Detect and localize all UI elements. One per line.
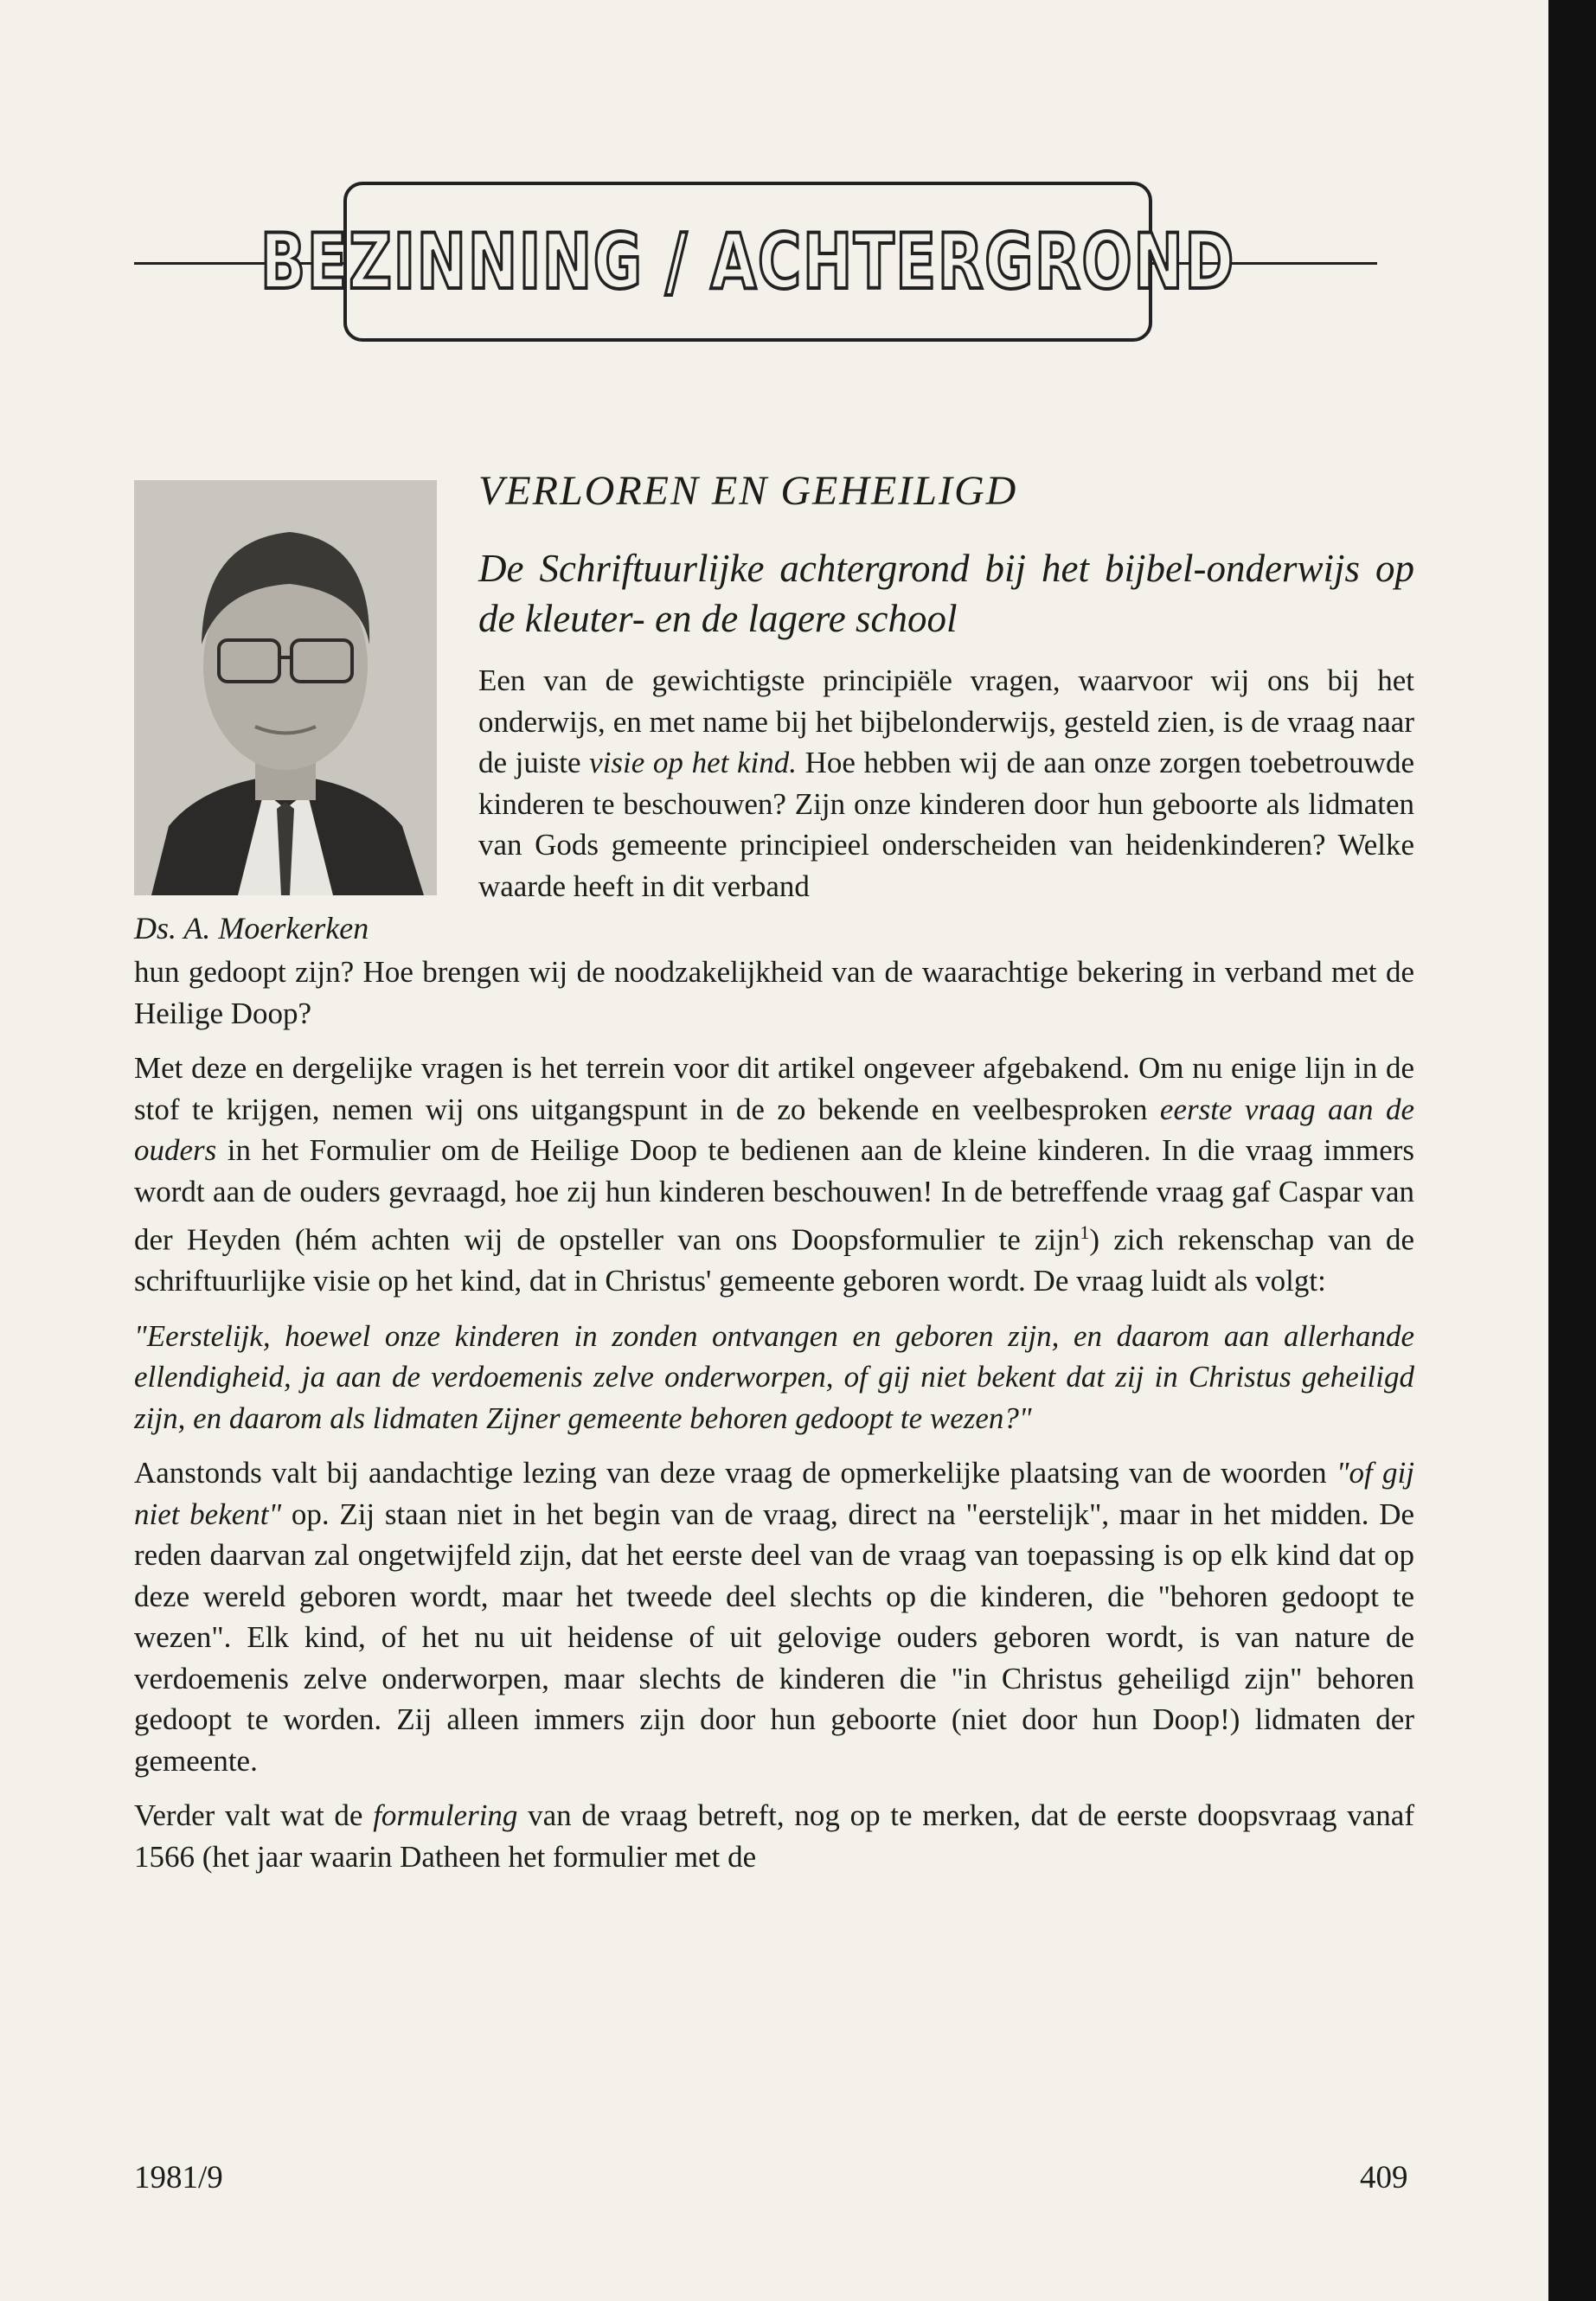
footnote-ref: 1	[1080, 1221, 1090, 1243]
quote-paragraph: "Eerstelijk, hoewel onze kinderen in zonden ontvangen en geboren zijn, en daarom aan allerhande ellendigheid, ja aan de verdoemenis zelve onderworpen, of gij niet bekent dat zij in Christus geheiligd zijn, en daarom als lidmaten Zijner gemeente behoren gedoopt te wezen?"	[134, 1318, 1414, 1435]
paragraph-4	[134, 1795, 1414, 1877]
author-caption: Ds. A. Moerkerken	[134, 911, 369, 945]
p1-emphasis: visie op het kind.	[589, 746, 797, 779]
p1-continuation: hun gedoopt zijn? Hoe brengen wij de noodzakelijkheid van de waarachtige bekering in verband met de Heilige Doop?	[134, 955, 1414, 1030]
article-subtitle: De Schriftuurlijke achtergrond bij het bijbel-onderwijs op de kleuter- en de lagere school	[478, 547, 1414, 640]
p2-text-c: ) zich rekenschap van de schriftuurlijke visie op het kind, dat in Christus' gemeente geboren wordt. De vraag luidt als volgt:	[134, 1222, 1414, 1298]
p4-text-a: Verder valt wat de	[134, 1798, 374, 1833]
section-label: BEZINNING / ACHTERGROND	[260, 217, 1235, 306]
p3-text-a: Aanstonds valt bij aandachtige lezing van deze vraag de opmerkelijke plaatsing van de woorden	[134, 1456, 1336, 1490]
page-number: 409	[1360, 2160, 1408, 2195]
p2-emphasis: eerste vraag aan de ouders	[134, 1092, 1415, 1167]
intro-paragraph-wrapped	[478, 660, 1414, 907]
p3-emphasis: "of gij niet bekent"	[134, 1456, 1414, 1531]
author-portrait	[134, 480, 437, 895]
p1-text-a: Een van de gewichtigste principiële vragen, waarvoor wij ons bij het onderwijs, en met name bij het bijbelonderwijs, gesteld zien, is de vraag naar de juiste	[478, 663, 1414, 779]
p4-emphasis: formulering	[373, 1798, 518, 1833]
paragraph-3	[134, 1452, 1414, 1781]
p2-text-a: Met deze en dergelijke vragen is het terrein voor dit artikel ongeveer afgebakend. Om nu enige lijn in de stof te krijgen, nemen wij ons uitgangspunt in de zo bekende en veelbesproken	[134, 1051, 1414, 1126]
article-body	[134, 952, 1414, 1877]
paragraph-2	[134, 1048, 1414, 1302]
article-title: VERLOREN EN GEHEILIGD	[478, 468, 1018, 514]
scan-edge	[1548, 0, 1596, 2301]
p2-text-b: in het Formulier om de Heilige Doop te bedienen aan de kleine kinderen. In die vraag immers wordt aan de ouders gevraagd, hoe zij hun kinderen beschouwen! In de betreffende vraag gaf Caspar van der Heyden (hém achten wij de opsteller van ons Doopsformulier te zijn	[134, 1133, 1414, 1257]
section-banner	[260, 182, 1235, 342]
issue-number: 1981/9	[134, 2160, 223, 2195]
p4-text-b: van de vraag betreft, nog op te merken, dat de eerste doopsvraag vanaf 1566 (het jaar waarin Datheen het formulier met de	[134, 1798, 1414, 1874]
portrait-illustration	[134, 480, 437, 895]
p1-text-b: Hoe hebben wij de aan onze zorgen toebetrouwde kinderen te beschouwen? Zijn onze kinderen door hun geboorte als lidmaten van Gods gemeente principieel onderscheiden van heidenkinderen? Welke waarde heeft in dit verband	[478, 746, 1414, 903]
p3-text-b: op. Zij staan niet in het begin van de vraag, direct na "eerstelijk", maar in het midden. De reden daarvan zal ongetwijfeld zijn, dat het eerste deel van de vraag van toepassing is op elk kind dat op deze wereld geboren wordt, maar het tweede deel slechts op die kinderen, die "behoren gedoopt te wezen". Elk kind, of het nu uit heidense of uit gelovige ouders geboren wordt, is van nature de verdoemenis zelve onderworpen, maar slechts de kinderen die "in Christus geheiligd zijn" behoren gedoopt te worden. Zij alleen immers zijn door hun geboorte (niet door hun Doop!) lidmaten der gemeente.	[134, 1497, 1415, 1778]
